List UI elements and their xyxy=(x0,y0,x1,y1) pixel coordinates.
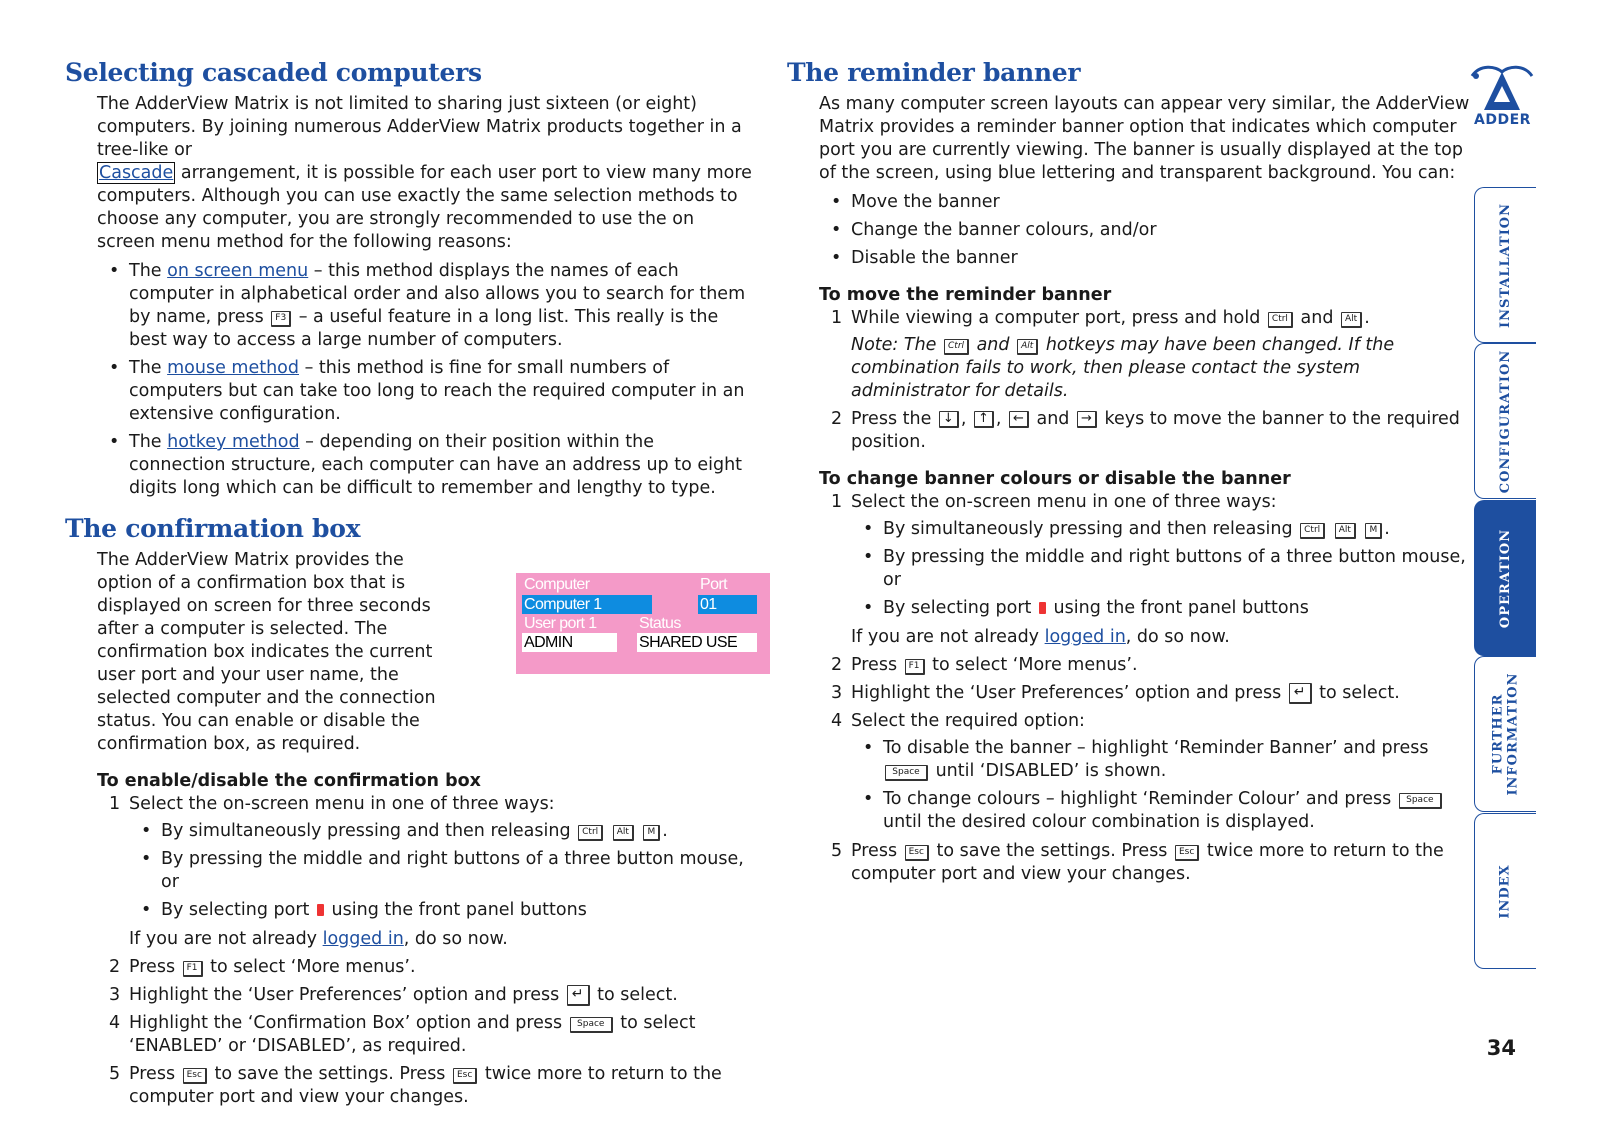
step-item xyxy=(97,1012,755,1058)
tab-label-line: FURTHER xyxy=(1490,693,1506,775)
text: Select the required option: xyxy=(851,711,1085,731)
text: Press xyxy=(851,655,903,675)
esc-key-icon: Esc xyxy=(453,1068,477,1084)
right-column xyxy=(787,58,1477,891)
text: hotkeys may have been changed. If the combination fails to work, then please contact the system administrator for details. xyxy=(851,335,1395,401)
step-number: 4 xyxy=(831,711,843,731)
mouse-method-link[interactable]: mouse method xyxy=(167,358,299,378)
space-key-icon: Space xyxy=(570,1017,613,1033)
list-item xyxy=(97,431,755,500)
step-item: 2 Press the ↓ , ↑ , ← and → keys to move the banner to the required position. xyxy=(831,409,1460,452)
text: , do so now. xyxy=(1125,627,1230,647)
text: twice more to return to the computer port and view your changes. xyxy=(851,841,1444,884)
cb-computer-value: Computer 1 xyxy=(522,595,652,614)
ctrl-key-icon: Ctrl xyxy=(1300,523,1325,539)
login-line xyxy=(851,626,1477,649)
text: Highlight the ‘User Preferences’ option and press xyxy=(851,683,1287,703)
text: To change colours – highlight ‘Reminder Colour’ and press xyxy=(883,789,1397,809)
list-item xyxy=(851,597,1477,620)
text: – a useful feature in a long list. This really is the best way to access a large number of computers. xyxy=(129,307,719,350)
esc-key-icon: Esc xyxy=(183,1068,207,1084)
logged-in-link[interactable]: logged in xyxy=(322,929,404,949)
list-item: • Disable the banner xyxy=(819,247,1477,270)
cb-status-value: SHARED USE xyxy=(637,633,757,652)
on-screen-menu-link[interactable]: on screen menu xyxy=(167,261,309,281)
m-key-icon: M xyxy=(1365,523,1382,539)
text: Press xyxy=(851,841,903,861)
text: – depending on their position within the connection structure, each computer can have an address up to eight digits long which can be difficult to remember and lengthy to type. xyxy=(129,432,743,498)
ctrl-key-icon: Ctrl xyxy=(1268,312,1293,328)
text: to save the settings. Press xyxy=(930,841,1173,861)
step-item xyxy=(97,1063,755,1109)
text: The xyxy=(129,432,168,452)
subhead-change-banner: To change banner colours or disable the banner xyxy=(819,469,1291,489)
text: – this method displays the names of each computer in alphabetical order and also allows you to search for them by name, press xyxy=(129,261,746,327)
text: to select ‘More menus’. xyxy=(204,957,416,977)
space-key-icon: Space xyxy=(1399,793,1442,809)
step-item xyxy=(819,682,1477,705)
text: If you are not already xyxy=(129,929,323,949)
step-item xyxy=(819,840,1477,886)
step-number: 2 xyxy=(831,409,843,429)
cb-userport-header: User port 1 xyxy=(524,615,597,632)
alt-key-icon: Alt xyxy=(613,825,634,841)
text: and xyxy=(971,335,1016,355)
confirmation-steps xyxy=(97,793,755,1109)
logo-text: ADDER xyxy=(1474,112,1531,128)
list-item xyxy=(851,737,1477,783)
step-item xyxy=(819,710,1477,834)
text: Press xyxy=(129,1064,181,1084)
list-item: • By simultaneously pressing and then releasing Ctrl Alt M . xyxy=(851,518,1477,541)
text: By simultaneously pressing and then releasing xyxy=(883,519,1299,539)
tab-index[interactable] xyxy=(1474,813,1536,969)
can-list xyxy=(819,191,1477,270)
text: using the front panel buttons xyxy=(1047,598,1309,618)
change-steps xyxy=(819,491,1477,886)
cb-status-header: Status xyxy=(639,615,681,632)
tab-further-information[interactable] xyxy=(1474,656,1536,812)
alt-key-icon: Alt xyxy=(1017,339,1038,355)
tab-installation[interactable] xyxy=(1474,187,1536,343)
text: and xyxy=(1294,308,1339,328)
esc-key-icon: Esc xyxy=(905,845,929,861)
list-item xyxy=(97,260,755,352)
text: to select ‘ENABLED’ or ‘DISABLED’, as required. xyxy=(129,1013,696,1056)
esc-key-icon: Esc xyxy=(1175,845,1199,861)
login-line xyxy=(129,928,755,951)
m-key-icon: M xyxy=(643,825,660,841)
step-number: 1 xyxy=(109,794,121,814)
step-item xyxy=(819,491,1477,649)
section-title-cascade: Selecting cascaded computers xyxy=(65,58,482,87)
tab-operation[interactable] xyxy=(1474,500,1536,656)
left-arrow-key-icon: ← xyxy=(1009,411,1029,428)
confirmation-box-image xyxy=(516,573,770,674)
cb-port-header: Port xyxy=(700,576,727,593)
step-item xyxy=(97,956,755,979)
text: to select ‘More menus’. xyxy=(926,655,1138,675)
text: By selecting port xyxy=(161,900,315,920)
cb-computer-header: Computer xyxy=(524,576,590,593)
port-button-icon xyxy=(1039,602,1046,614)
text: to select. xyxy=(1313,683,1400,703)
up-arrow-key-icon: ↑ xyxy=(974,411,994,428)
hotkey-method-link[interactable]: hotkey method xyxy=(167,432,300,452)
cascade-intro xyxy=(97,93,755,254)
step-number: 2 xyxy=(831,655,843,675)
step-number: 2 xyxy=(109,957,121,977)
enter-key-icon: ↵ xyxy=(567,985,590,1006)
reasons-list xyxy=(97,260,755,500)
adder-logo xyxy=(1466,62,1538,128)
text: . xyxy=(1364,308,1370,328)
list-item: • Move the banner xyxy=(819,191,1477,214)
text: twice more to return to the computer port and view your changes. xyxy=(129,1064,722,1107)
text: , do so now. xyxy=(403,929,508,949)
section-title-reminder: The reminder banner xyxy=(787,58,1081,87)
text: Highlight the ‘Confirmation Box’ option and press xyxy=(129,1013,568,1033)
step-number: 1 xyxy=(831,492,843,512)
text: Select the on-screen menu in one of three ways: xyxy=(851,492,1277,512)
tab-label: INDEX xyxy=(1497,863,1513,919)
step-item xyxy=(819,307,1477,403)
tab-label xyxy=(1491,672,1521,795)
step-item xyxy=(819,654,1477,677)
text: to select. xyxy=(591,985,678,1005)
step-number: 5 xyxy=(109,1064,121,1084)
list-item: • Change the banner colours, and/or xyxy=(819,219,1477,242)
step-item xyxy=(97,793,755,951)
reminder-body xyxy=(819,93,1477,886)
down-arrow-key-icon: ↓ xyxy=(939,411,959,428)
logged-in-link[interactable]: logged in xyxy=(1044,627,1126,647)
text: The xyxy=(129,358,168,378)
ways-list xyxy=(851,518,1477,620)
confirmation-intro: The AdderView Matrix provides the option of a confirmation box that is displayed on screen for three seconds after a computer is selected. The confirmation box indicates the current user port and your user name, the selected computer and the connection status. You can enable or disable the confirmation box, as required. xyxy=(97,550,436,754)
enter-key-icon: ↵ xyxy=(1289,683,1312,704)
ways-list xyxy=(129,820,755,922)
step-number: 1 xyxy=(831,308,843,328)
text: If you are not already xyxy=(851,627,1045,647)
cb-port-value: 01 xyxy=(698,595,757,614)
step-number: 5 xyxy=(831,841,843,861)
cascade-link[interactable]: Cascade xyxy=(99,163,174,183)
text: The xyxy=(129,261,168,281)
text: keys to move the banner to the required position. xyxy=(851,409,1460,452)
step-item xyxy=(97,984,755,1007)
text: To disable the banner – highlight ‘Reminder Banner’ and press xyxy=(883,738,1429,758)
page-number: 34 xyxy=(1486,1036,1516,1060)
ctrl-key-icon: Ctrl xyxy=(944,339,969,355)
cb-user-value: ADMIN xyxy=(522,633,617,652)
list-item: • By pressing the middle and right buttons of a three button mouse, or xyxy=(851,546,1477,592)
section-title-confirmation: The confirmation box xyxy=(65,514,361,543)
step-number: 3 xyxy=(109,985,121,1005)
list-item xyxy=(129,899,755,922)
adder-snake-icon xyxy=(1466,62,1538,114)
f1-key-icon: F1 xyxy=(905,659,925,675)
note xyxy=(851,334,1477,403)
step-number: 4 xyxy=(109,1013,121,1033)
text: to save the settings. Press xyxy=(208,1064,451,1084)
subhead-move-banner: To move the reminder banner xyxy=(819,285,1112,305)
options-list xyxy=(851,737,1477,834)
alt-key-icon: Alt xyxy=(1341,312,1362,328)
step-number: 3 xyxy=(831,683,843,703)
list-item: • By simultaneously pressing and then releasing Ctrl Alt M . xyxy=(129,820,755,843)
port-button-icon xyxy=(317,904,324,916)
confirmation-intro-wrap xyxy=(97,549,755,756)
reminder-intro: As many computer screen layouts can appear very similar, the AdderView Matrix provides a reminder banner option that indicates which computer port you are currently viewing. The banner is usually displayed at the top of the screen, using blue lettering and transparent background. You can: xyxy=(819,94,1470,183)
text: – this method is fine for small numbers of computers but can take too long to reach the required computer in an extensive configuration. xyxy=(129,358,745,424)
text: Press xyxy=(129,957,181,977)
text: Press the xyxy=(851,409,937,429)
cascade-body xyxy=(97,93,755,500)
text: until the desired colour combination is displayed. xyxy=(883,812,1315,832)
right-arrow-key-icon: → xyxy=(1077,411,1097,428)
subhead-enable-confirmation: To enable/disable the confirmation box xyxy=(97,771,481,791)
tab-configuration[interactable] xyxy=(1474,343,1536,499)
tab-label: CONFIGURATION xyxy=(1498,349,1514,493)
intro-text: The AdderView Matrix is not limited to sharing just sixteen (or eight) computers. By joining numerous AdderView Matrix products together in a tree-like or xyxy=(97,94,742,160)
space-key-icon: Space xyxy=(885,765,928,781)
ctrl-key-icon: Ctrl xyxy=(578,825,603,841)
tab-label: INSTALLATION xyxy=(1498,202,1513,328)
text: By simultaneously pressing and then releasing xyxy=(161,821,577,841)
text: and xyxy=(1030,409,1075,429)
left-column xyxy=(65,58,755,1114)
alt-key-icon: Alt xyxy=(1335,523,1356,539)
text: By selecting port xyxy=(883,598,1037,618)
f3-key-icon: F3 xyxy=(271,311,291,327)
move-steps xyxy=(819,307,1477,454)
text: Select the on-screen menu in one of three ways: xyxy=(129,794,555,814)
tab-label: OPERATION xyxy=(1498,528,1513,628)
text: until ‘DISABLED’ is shown. xyxy=(930,761,1167,781)
list-item: • By pressing the middle and right buttons of a three button mouse, or xyxy=(129,848,755,894)
text: Highlight the ‘User Preferences’ option and press xyxy=(129,985,565,1005)
tab-label-line: INFORMATION xyxy=(1505,672,1521,796)
text: using the front panel buttons xyxy=(325,900,587,920)
f1-key-icon: F1 xyxy=(183,961,203,977)
confirmation-body xyxy=(97,549,755,1109)
intro-text: arrangement, it is possible for each user port to view many more computers. Although you can use exactly the same selection methods to choose any computer, you are strongly recommended to use the on screen menu method for the following reasons: xyxy=(97,163,752,252)
list-item xyxy=(97,357,755,426)
list-item xyxy=(851,788,1477,834)
text: Note: The xyxy=(851,335,942,355)
text: While viewing a computer port, press and hold xyxy=(851,308,1266,328)
